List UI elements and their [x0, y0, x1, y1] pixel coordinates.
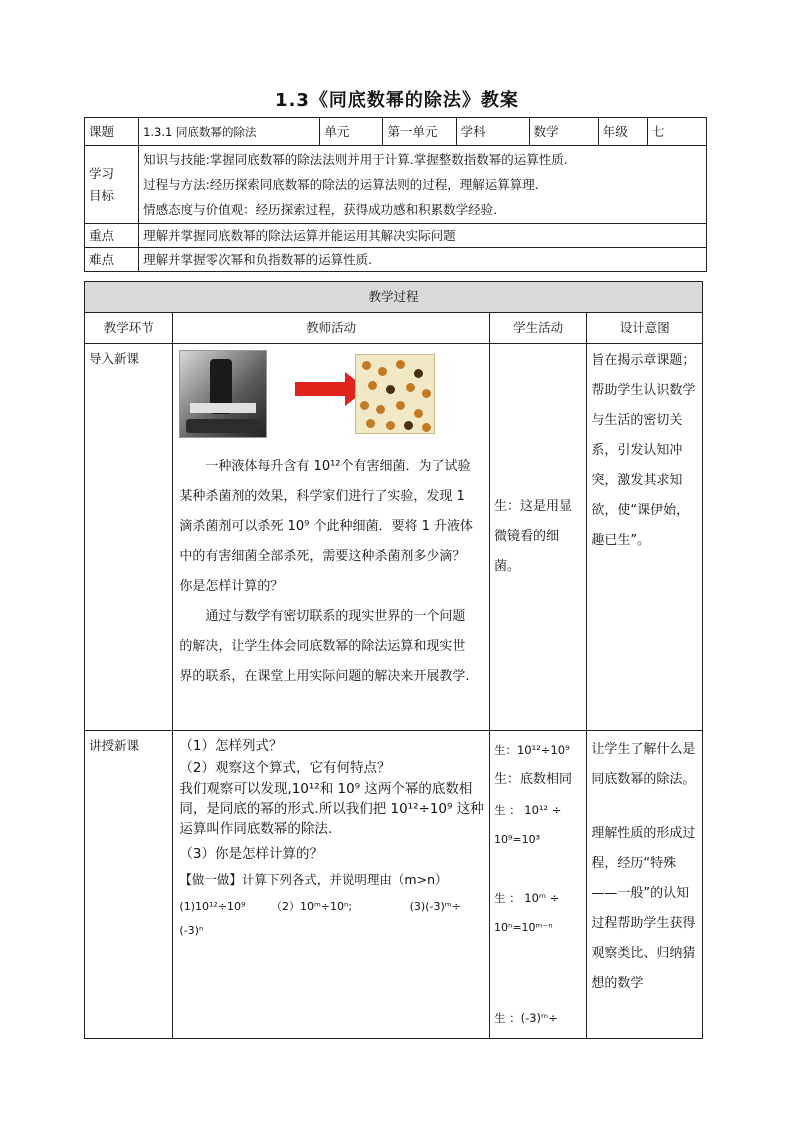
exercise-2: （2）10ᵐ÷10ⁿ;	[270, 900, 353, 913]
student-activity-intro	[489, 344, 586, 731]
student-line-2: 生：底数相同	[493, 772, 572, 787]
zhongdian-label: 重点	[85, 224, 139, 248]
danyuan-label: 单元	[320, 118, 383, 146]
try-it-prompt: 【做一做】计算下列各式，并说明理由（m>n）	[179, 872, 448, 887]
goal-knowledge: 知识与技能:掌握同底数幂的除法法则并用于计算.掌握整数指数幂的运算性质.	[143, 152, 568, 167]
student-intro-text: 生：这是用显微镜看的细菌。	[493, 499, 572, 574]
nandian-label: 难点	[85, 248, 139, 272]
col-header-design: 设计意图	[587, 313, 703, 344]
exercise-3-continued: (-3)ⁿ	[179, 924, 204, 937]
col-header-student: 学生活动	[489, 313, 586, 344]
col-header-teacher: 教师活动	[173, 313, 490, 344]
exercises	[179, 895, 485, 919]
intro-purpose-paragraph: 通过与数学有密切联系的现实世界的一个问题的解决，让学生体会同底数幂的除法运算和现实世界的联系，在课堂上用实际问题的解决来开展教学.	[179, 609, 470, 684]
teacher-activity-intro	[173, 344, 490, 731]
keti-label: 课题	[85, 118, 139, 146]
intro-images	[179, 350, 485, 440]
teacher-activity-new	[173, 731, 490, 1039]
student-line-4: 10⁹=10³	[493, 833, 540, 846]
student-activity-new	[489, 731, 586, 1039]
intro-problem-paragraph: 一种液体每升含有 10¹²个有害细菌．为了试验某种杀菌剂的效果，科学家们进行了实验，发现 1 滴杀菌剂可以杀死 10⁹ 个此种细菌．要将 1 升液体中的有害细菌全部杀死，需要这种杀菌剂多少滴？你是怎样计算的？	[179, 459, 473, 594]
page-title: 1.3《同底数幂的除法》教案	[275, 90, 519, 111]
question-3: （3）你是怎样计算的？	[179, 846, 324, 862]
design-intent-new	[587, 731, 703, 1039]
student-line-3: 生 ： 10¹² ÷	[493, 803, 562, 817]
bacteria-image	[355, 354, 435, 434]
xueke-value: 数学	[529, 118, 598, 146]
question-1: （1）怎样列式？	[179, 738, 283, 754]
teaching-process-table	[84, 281, 703, 1039]
student-line-8	[494, 943, 582, 973]
question-2: （2）观察这个算式，它有何特点？	[179, 760, 391, 776]
design-intro-text: 旨在揭示章课题；帮助学生认识数学与生活的密切关系，引发认知冲突，激发其求知欲，使“课伊始，趣已生”。	[591, 353, 696, 548]
keti-value: 1.3.1 同底数幂的除法	[139, 118, 320, 146]
danyuan-value: 第一单元	[383, 118, 456, 146]
design-new-text-b: 理解性质的形成过程，经历“特殊——一般”的认知过程帮助学生获得观察类比、归纳猜想的数学	[591, 826, 696, 991]
lesson-info-table	[84, 117, 707, 272]
stage-new-lesson: 讲授新课	[85, 731, 173, 1039]
student-line-10: 生 ：(-3)ᵐ÷	[493, 1011, 558, 1025]
design-new-text-a: 让学生了解什么是同底数幂的除法。	[591, 742, 696, 787]
student-line-9	[494, 973, 582, 1003]
stage-intro: 导入新课	[85, 344, 173, 731]
microscope-image	[179, 350, 267, 438]
exercise-1: (1)10¹²÷10⁹	[179, 900, 246, 913]
process-header: 教学过程	[85, 282, 703, 313]
student-line-1: 生：10¹²÷10⁹	[493, 743, 570, 757]
goals-label-line1: 学习	[89, 165, 115, 181]
goal-process: 过程与方法:经历探索同底数幂的除法的运算法则的过程，理解运算算理.	[143, 177, 539, 192]
goals-label	[85, 146, 139, 224]
col-header-stage: 教学环节	[85, 313, 173, 344]
goal-attitude: 情感态度与价值观：经历探索过程，获得成功感和积累数学经验.	[143, 202, 498, 217]
observation-text: 我们观察可以发现,10¹²和 10⁹ 这两个幂的底数相同，是同底的幂的形式.所以我们把 10¹²÷10⁹ 这种运算叫作同底数幂的除法.	[179, 781, 484, 837]
goals-label-line2: 目标	[89, 187, 115, 203]
exercise-3: (3)(-3)ᵐ÷	[409, 900, 461, 913]
design-intent-intro	[587, 344, 703, 731]
student-line-6: 生 ： 10ᵐ ÷	[493, 891, 560, 905]
nianji-value: 七	[647, 118, 706, 146]
arrow-icon	[295, 382, 347, 396]
student-line-5	[494, 855, 582, 883]
student-line-7: 10ⁿ=10ᵐ⁻ⁿ	[493, 921, 553, 934]
xueke-label: 学科	[456, 118, 529, 146]
nianji-label: 年级	[598, 118, 647, 146]
goals-cell	[139, 146, 707, 224]
nandian-value: 理解并掌握零次幂和负指数幂的运算性质.	[139, 248, 707, 272]
zhongdian-value: 理解并掌握同底数幂的除法运算并能运用其解决实际问题	[139, 224, 707, 248]
